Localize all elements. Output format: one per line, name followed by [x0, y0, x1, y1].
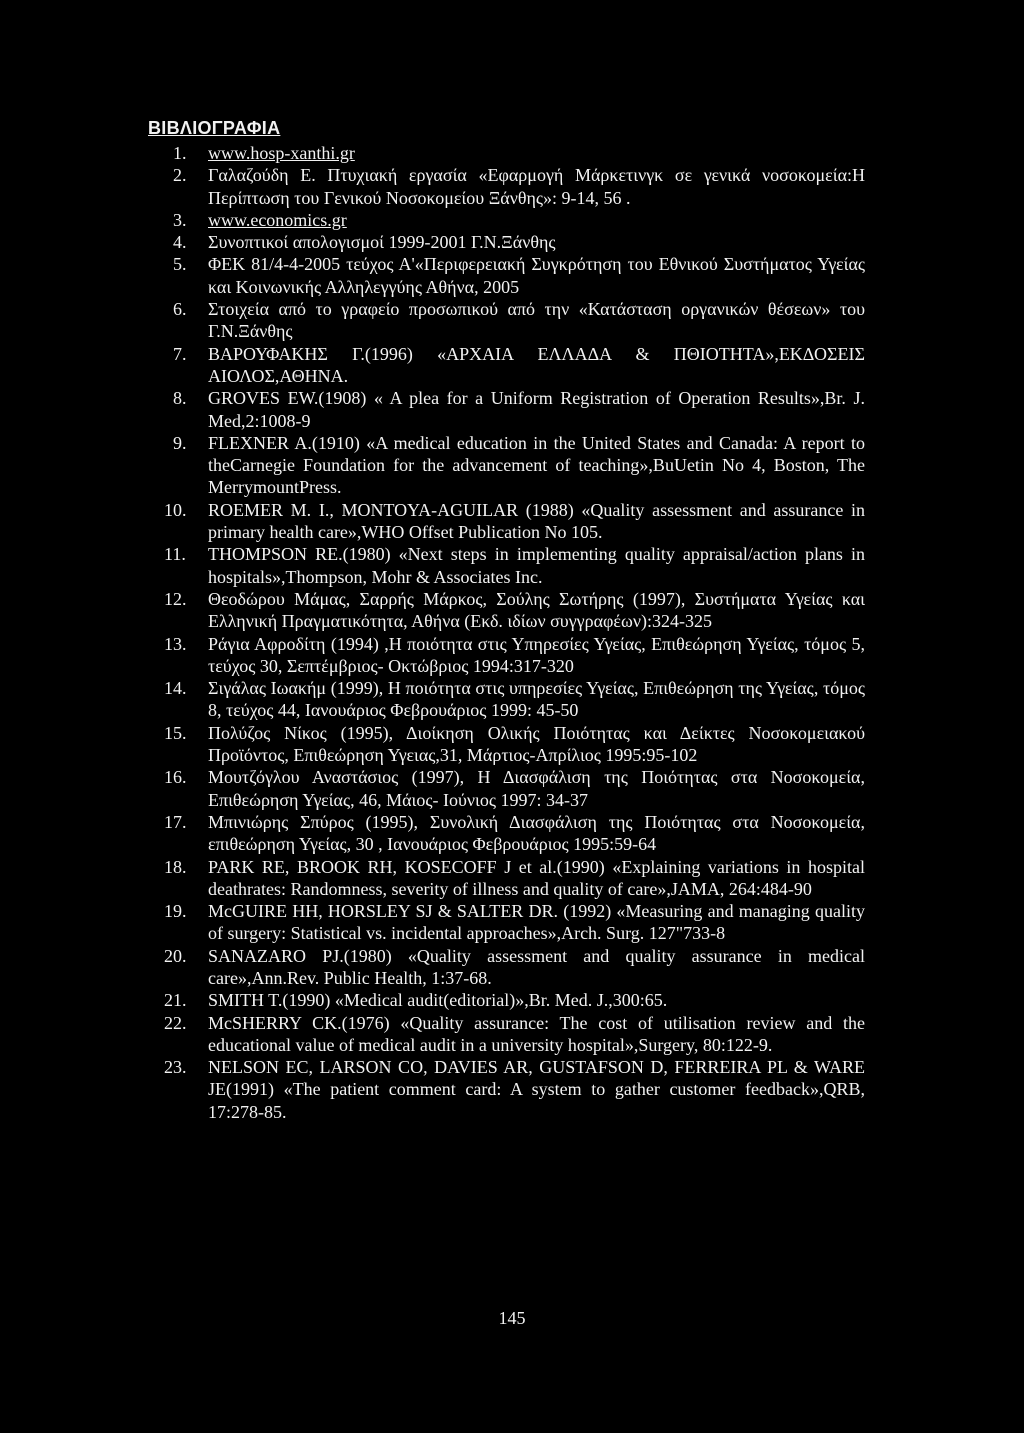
reference-number: 16. [164, 767, 187, 788]
reference-item [164, 588, 865, 633]
reference-text: McGUIRE HH, HORSLEY SJ & SALTER DR. (1992) «Measuring and managing quality of surgery: Statistical vs. incidental approaches»,Arch. Surg. 127"733-8 [208, 901, 865, 944]
reference-number: 2. [173, 165, 187, 186]
reference-number: 19. [164, 901, 187, 922]
reference-number: 12. [164, 588, 187, 609]
reference-item [164, 900, 865, 945]
reference-number: 1. [173, 143, 187, 163]
reference-number: 14. [164, 678, 187, 699]
reference-item [164, 543, 865, 588]
reference-text: Μουτζόγλου Αναστάσιος (1997), Η Διασφάλιση της Ποιότητας στα Νοσοκομεία, Επιθεώρηση Υγείας, 46, Μάιος- Ιούνιος 1997: 34-37 [208, 767, 865, 810]
reference-item [175, 142, 865, 164]
reference-number: 5. [173, 254, 187, 275]
reference-item [164, 1056, 865, 1123]
reference-text: SANAZARO PJ.(1980) «Quality assessment and quality assurance in medical care»,Ann.Rev. Public Health, 1:37-68. [208, 945, 865, 988]
reference-text: Ράγια Αφροδίτη (1994) ,Η ποιότητα στις Υπηρεσίες Υγείας, Επιθεώρηση Υγείας, τόμος 5, τεύχος 30, Σεπτέμβριος- Οκτώβριος 1994:317-320 [208, 633, 865, 676]
bibliography-heading: ΒΙΒΛΙΟΓΡΑΦΙΑ [148, 118, 281, 138]
reference-link[interactable]: www.economics.gr [208, 209, 347, 230]
reference-item [175, 253, 865, 298]
reference-number: 21. [164, 990, 187, 1011]
reference-number: 18. [164, 856, 187, 877]
reference-number: 8. [173, 388, 187, 409]
reference-text: ROEMER M. I., MONTOYA-AGUILAR (1988) «Quality assessment and assurance in primary health care»,WHO Offset Publication No 105. [208, 499, 865, 543]
reference-text: Πολύζος Νίκος (1995), Διοίκηση Ολικής Ποιότητας και Δείκτες Νοσοκομειακού Προϊόντος, Επιθεώρηση Υγειας,31, Μάρτιος-Απρίλιος 1995:95-102 [208, 722, 865, 766]
reference-item [175, 209, 865, 231]
reference-list [164, 142, 865, 1123]
reference-item [175, 343, 865, 388]
reference-number: 10. [164, 499, 187, 520]
reference-text: GROVES EW.(1908) « A plea for a Uniform Registration of Operation Results»,Br. J. Med,2:1008-9 [208, 388, 865, 431]
reference-link[interactable]: www.hosp-xanthi.gr [208, 143, 355, 163]
reference-text: THOMPSON RE.(1980) «Next steps in implementing quality appraisal/action plans in hospitals»,Thompson, Mohr & Associates Inc. [208, 544, 865, 587]
reference-text: ΦΕΚ 81/4-4-2005 τεύχος Α'«Περιφερειακή Συγκρότηση του Εθνικού Συστήματος Υγείας και Κοινωνικής Αλληλεγγύης Αθήνα, 2005 [208, 254, 865, 297]
reference-number: 22. [164, 1012, 187, 1033]
reference-item [175, 432, 865, 499]
reference-item [164, 499, 865, 544]
reference-item [175, 298, 865, 343]
reference-item [175, 164, 865, 209]
reference-number: 17. [164, 811, 187, 832]
reference-text: SMITH T.(1990) «Medical audit(editorial)»,Br. Med. J.,300:65. [208, 990, 668, 1011]
reference-item [164, 856, 865, 901]
reference-text: Σιγάλας Ιωακήμ (1999), Η ποιότητα στις υπηρεσίες Υγείας, Επιθεώρηση της Υγείας, τόμος 8, τεύχος 44, Ιανουάριος Φεβρουάριος 1999: 45-50 [208, 678, 865, 721]
reference-text: McSHERRY CK.(1976) «Quality assurance: The cost of utilisation review and the educational value of medical audit in a university hospital»,Surgery, 80:122-9. [208, 1012, 865, 1055]
reference-number: 9. [173, 432, 187, 453]
reference-item [175, 231, 865, 253]
reference-number: 4. [173, 232, 187, 253]
reference-text: Συνοπτικοί απολογισμοί 1999-2001 Γ.Ν.Ξάνθης [208, 232, 556, 253]
reference-number: 15. [164, 722, 187, 743]
reference-item [175, 387, 865, 432]
reference-text: PARK RE, BROOK RH, KOSECOFF J et al.(1990) «Explaining variations in hospital deathrates: Randomness, severity of illness and quality of care»,JAMA, 264:484-90 [208, 856, 865, 899]
reference-number: 13. [164, 633, 187, 654]
reference-number: 20. [164, 945, 187, 966]
reference-item [164, 633, 865, 678]
reference-text: Μπινιώρης Σπύρος (1995), Συνολική Διασφάλιση της Ποιότητας στα Νοσοκομεία, επιθεώρηση Υγείας, 30 , Ιανουάριος Φεβρουάριος 1995:59-64 [208, 811, 865, 855]
page-number: 145 [498, 1308, 526, 1328]
reference-item [164, 1012, 865, 1057]
reference-item [164, 811, 865, 856]
reference-text: Στοιχεία από το γραφείο προσωπικού από την «Κατάσταση οργανικών θέσεων» του Γ.Ν.Ξάνθης [208, 299, 865, 342]
reference-item [164, 766, 865, 811]
reference-number: 3. [173, 209, 187, 230]
reference-text: FLEXNER A.(1910) «A medical education in the United States and Canada: A report to theCarnegie Foundation for the advancement of teaching»,BuUetin No 4, Boston, The MerrymountPress. [208, 432, 865, 498]
reference-item [164, 945, 865, 990]
reference-item [164, 677, 865, 722]
reference-text: NELSON EC, LARSON CO, DAVIES AR, GUSTAFSON D, FERREIRA PL & WARE JE(1991) «The patient comment card: A system to gather customer feedback»,QRB, 17:278-85. [208, 1057, 865, 1122]
reference-item [164, 722, 865, 767]
reference-item [164, 989, 865, 1011]
reference-number: 6. [173, 299, 187, 320]
reference-text: ΒΑΡΟΥΦΑΚΗΣ Γ.(1996) «ΑΡΧΑΙΑ ΕΛΛΑΔΑ & ΠΘΙΟΤΗΤΑ»,ΕΚΔΟΣΕΙΣ ΑΙΟΛΟΣ,ΑΘΗΝΑ. [208, 343, 865, 386]
reference-number: 7. [173, 343, 187, 364]
reference-text: Γαλαζούδη Ε. Πτυχιακή εργασία «Εφαρμογή Μάρκετινγκ σε γενικά νοσοκομεία:Η Περίπτωση του Γενικού Νοσοκομείου Ξάνθης»: 9-14, 56 . [208, 165, 865, 208]
reference-number: 23. [164, 1057, 187, 1078]
reference-number: 11. [164, 544, 186, 565]
reference-text: Θεοδώρου Μάμας, Σαρρής Μάρκος, Σούλης Σωτήρης (1997), Συστήματα Υγείας και Ελληνική Πραγματικότητα, Αθήνα (Εκδ. ιδίων συγγραφέων):324-325 [208, 588, 865, 632]
